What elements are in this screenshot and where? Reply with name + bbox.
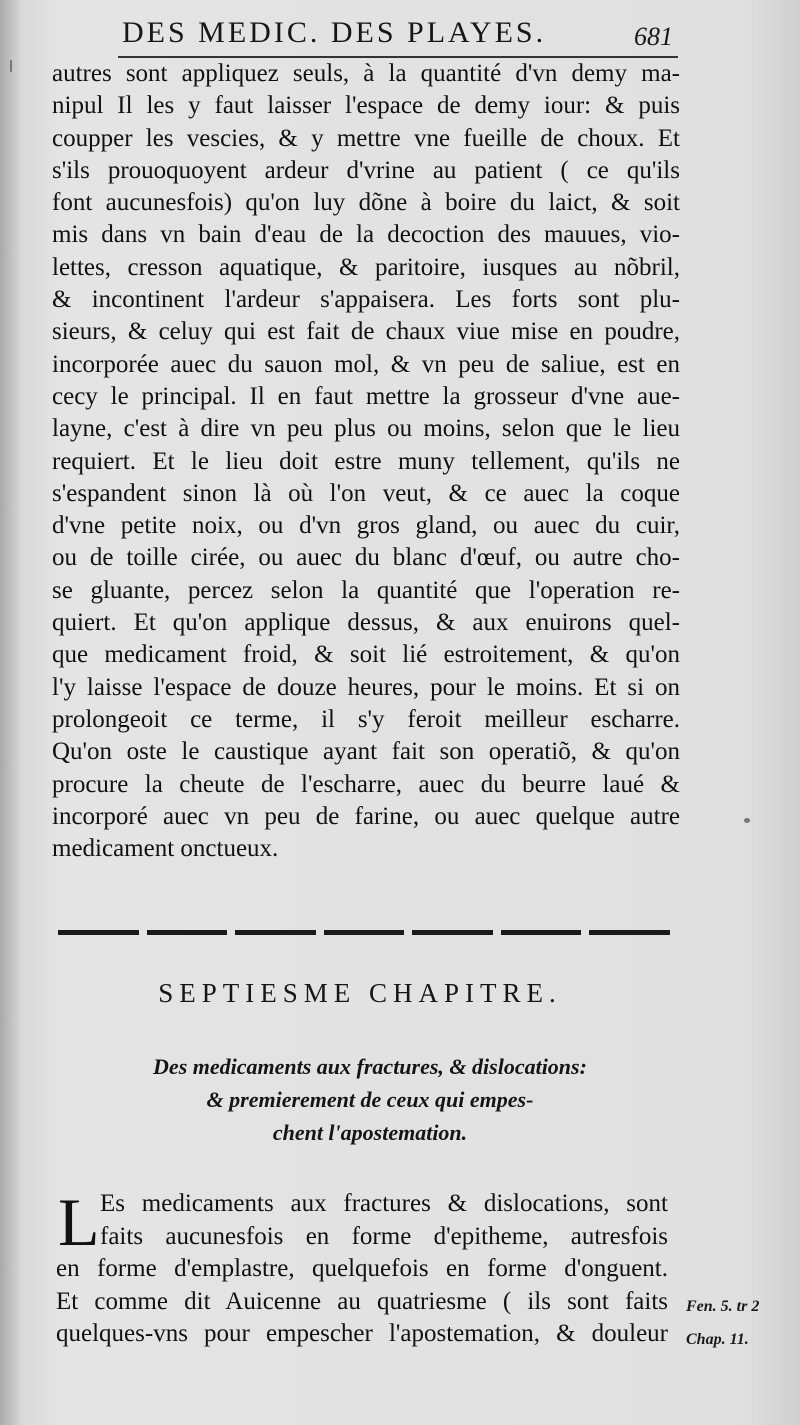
text-line: se gluante, percez selon la quantité que l'operation re-: [52, 576, 680, 604]
text-line: font aucunesfois) qu'on luy dõne à boire du laict, & soit: [52, 189, 680, 217]
text-line: procure la cheute de l'escharre, auec du beurre laué &: [52, 770, 680, 798]
rule-segment: [147, 930, 228, 935]
body-text: [52, 58, 680, 865]
text-line: cecy le principal. Il en faut mettre la grosseur d'vne aue-: [52, 382, 680, 410]
rule-segment: [501, 930, 582, 935]
text-line: faits aucunesfois en forme d'epitheme, autresfois: [100, 1222, 668, 1250]
text-line: d'vne petite noix, ou d'vn gros gland, ou auec du cuir,: [52, 512, 680, 540]
page-number: 681: [634, 22, 673, 51]
text-line: incorporé auec vn peu de farine, ou auec quelque autre: [52, 802, 680, 830]
text-line: quelques-vns pour empescher l'apostemation, & douleur: [56, 1320, 668, 1347]
text-line: requiert. Et le lieu doit estre muny tellement, qu'ils ne: [52, 447, 680, 475]
rule-segment: [58, 930, 139, 935]
text-line: layne, c'est à dire vn peu plus ou moins, selon que le lieu: [52, 415, 680, 443]
text-line: l'y laisse l'espace de douze heures, pour le moins. Et si on: [52, 673, 680, 701]
text-line: quiert. Et qu'on applique dessus, & aux enuirons quel-: [52, 609, 680, 637]
chapter-subtitle: [80, 1050, 660, 1149]
text-line: s'espandent sinon là où l'on veut, & ce auec la coque: [52, 479, 680, 507]
margin-note: [686, 1290, 796, 1356]
text-line: Et comme dit Auicenne au quatriesme ( ils sont faits: [56, 1287, 668, 1315]
rule-segment: [589, 930, 670, 935]
margin-note-line: Chap. 11.: [686, 1331, 749, 1348]
text-line: coupper les vescies, & y mettre vne fueille de choux. Et: [52, 124, 680, 152]
rule-segment: [324, 930, 405, 935]
subtitle-line: chent l'apostemation.: [272, 1120, 468, 1145]
chapter-text: [56, 1184, 668, 1351]
text-line: & incontinent l'ardeur s'appaisera. Les forts sont plu-: [52, 286, 680, 314]
margin-note-line: Fen. 5. tr 2: [686, 1298, 760, 1315]
subtitle-line: Des medicaments aux fractures, & dislocations:: [153, 1054, 587, 1079]
drop-cap-initial: L: [58, 1184, 100, 1260]
paper-speck: [744, 818, 750, 823]
rule-segment: [235, 930, 316, 935]
text-line: nipul Il les y faut laisser l'espace de demy iour: & puis: [52, 92, 680, 120]
text-line: Qu'on oste le caustique ayant fait son operatiõ, & qu'on: [52, 738, 680, 766]
rule-segment: [412, 930, 493, 935]
subtitle-line: & premierement de ceux qui empes-: [206, 1087, 534, 1112]
section-separator-rule: [58, 928, 670, 938]
running-head: DES MEDIC. DES PLAYES.: [122, 16, 547, 49]
text-line: que medicament froid, & soit lié estroitement, & qu'on: [52, 641, 680, 669]
chapter-title: SEPTIESME CHAPITRE.: [158, 978, 562, 1008]
text-line: autres sont appliquez seuls, à la quantité d'vn demy ma-: [52, 60, 680, 87]
text-line: lettes, cresson aquatique, & paritoire, iusques au nõbril,: [52, 253, 680, 281]
page-header: [0, 14, 800, 54]
text-line: incorporée auec du sauon mol, & vn peu de saliue, est en: [52, 350, 680, 378]
text-line: Es medicaments aux fractures & dislocations, sont: [100, 1190, 668, 1217]
text-line: s'ils prouoquoyent ardeur d'vrine au patient ( ce qu'ils: [52, 156, 680, 184]
text-line: medicament onctueux.: [52, 835, 279, 863]
text-line: ou de toille cirée, ou auec du blanc d'œuf, ou autre cho-: [52, 544, 680, 572]
text-line: mis dans vn bain d'eau de la decoction des mauues, vio-: [52, 221, 680, 249]
paper-mark: [10, 60, 12, 72]
text-line: sieurs, & celuy qui est fait de chaux viue mise en poudre,: [52, 318, 680, 346]
text-line: en forme d'emplastre, quelquefois en forme d'onguent.: [56, 1255, 668, 1282]
text-line: prolongeoit ce terme, il s'y feroit meilleur escharre.: [52, 705, 680, 733]
